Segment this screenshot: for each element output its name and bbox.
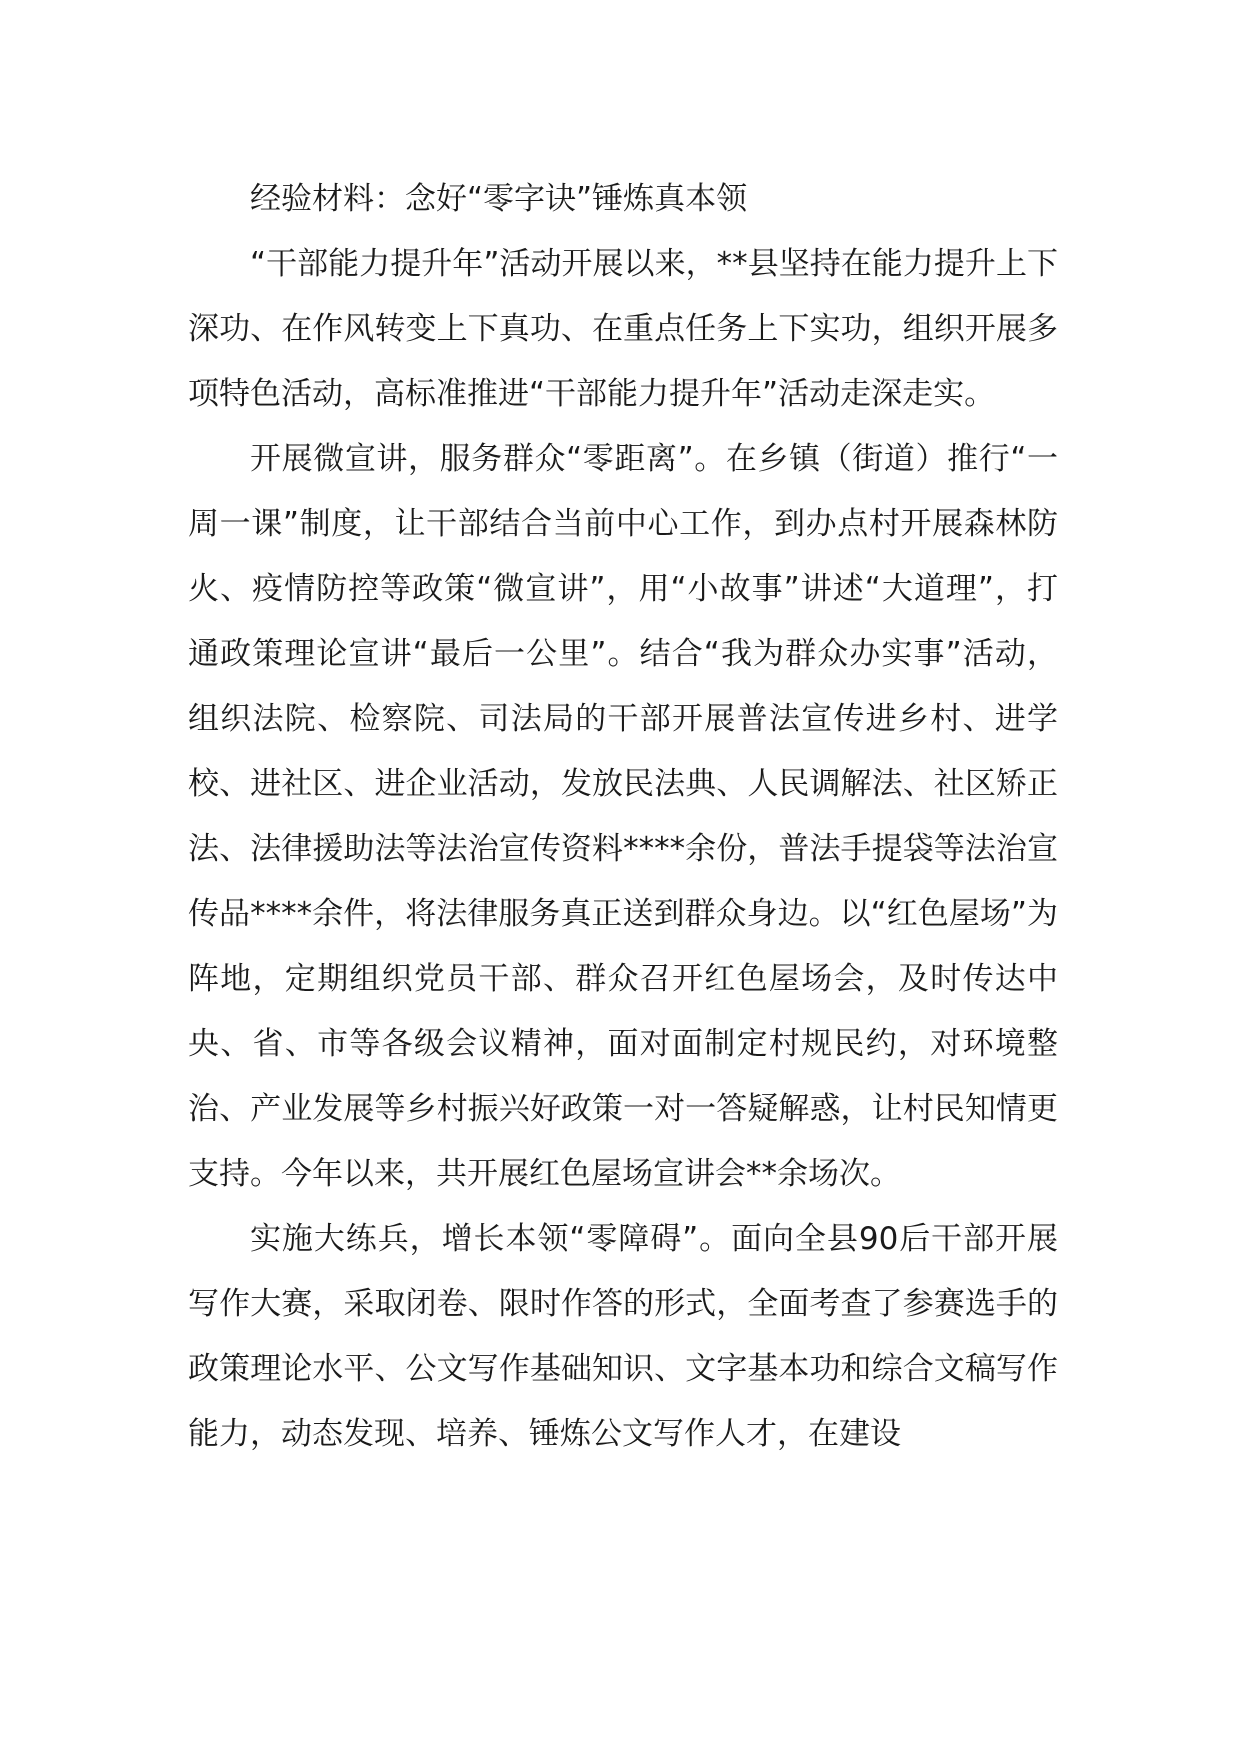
paragraph-training: 实施大练兵，增长本领“零障碍”。面向全县90后干部开展写作大赛，采取闭卷、限时作答的形式，全面考查了参赛选手的政策理论水平、公文写作基础知识、文字基本功和综合文稿写作能力，动态发现、培养、锤炼公文写作人才，在建设 <box>188 1221 1058 1452</box>
document-body <box>188 167 1058 1467</box>
paragraph-intro: “干部能力提升年”活动开展以来，**县坚持在能力提升上下深功、在作风转变上下真功、在重点任务上下实功，组织开展多项特色活动，高标准推进“干部能力提升年”活动走深走实。 <box>188 246 1058 412</box>
paragraph-micro-lecture: 开展微宣讲，服务群众“零距离”。在乡镇（街道）推行“一周一课”制度，让干部结合当前中心工作，到办点村开展森林防火、疫情防控等政策“微宣讲”，用“小故事”讲述“大道理”，打通政策理论宣讲“最后一公里”。结合“我为群众办实事”活动，组织法院、检察院、司法局的干部开展普法宣传进乡村、进学校、进社区、进企业活动，发放民法典、人民调解法、社区矫正法、法律援助法等法治宣传资料****余份，普法手提袋等法治宣传品****余件，将法律服务真正送到群众身边。以“红色屋场”为阵地，定期组织党员干部、群众召开红色屋场会，及时传达中央、省、市等各级会议精神，面对面制定村规民约，对环境整治、产业发展等乡村振兴好政策一对一答疑解惑，让村民知情更支持。今年以来，共开展红色屋场宣讲会**余场次。 <box>188 441 1058 1192</box>
document-title: 经验材料：念好“零字诀”锤炼真本领 <box>250 181 748 217</box>
